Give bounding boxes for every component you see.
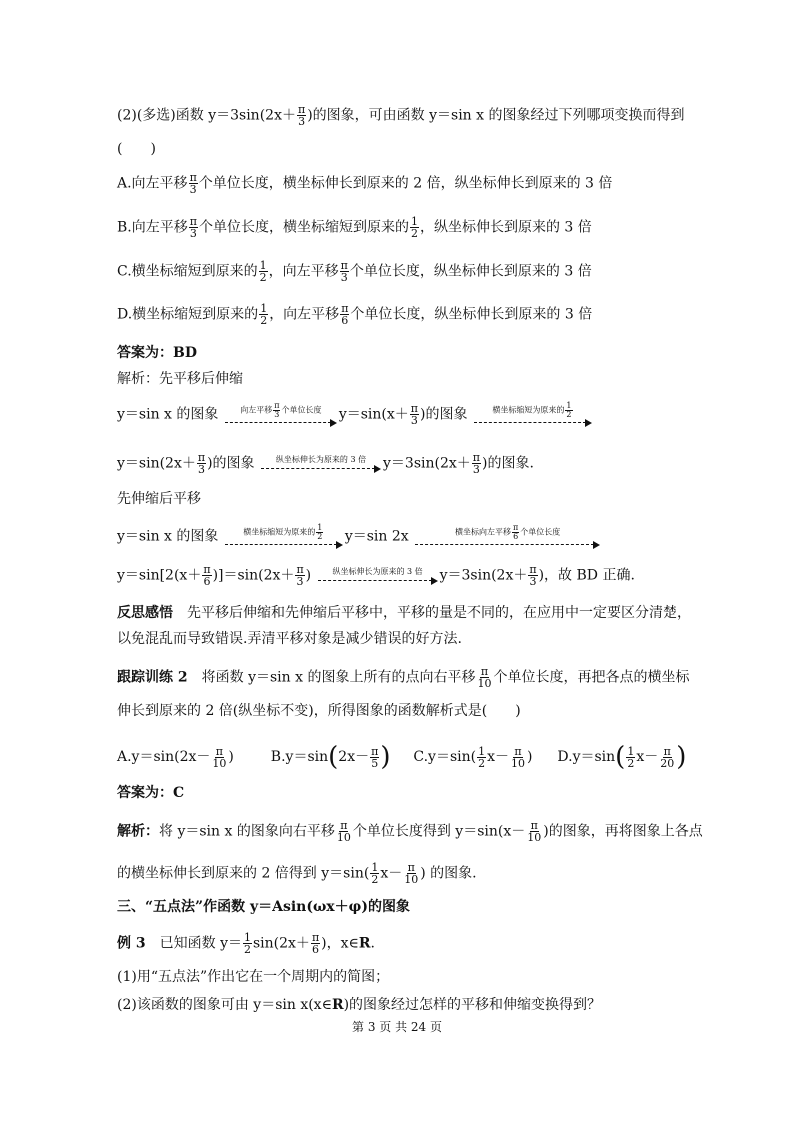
analysis-1-label: 解析：先平移后伸缩 [117,371,243,387]
arrow-shift-2: 横坐标向左平移 $\frac{\pi}{6}$ 个单位长度 [415,524,600,549]
transform-chain-1b: y＝sin(2x＋ $\frac{\pi}{3}$ )的图象 纵坐标伸长为原来的 3 倍 y＝3sin(2x＋ $\frac{\pi}{3}$ )的图象. [117,451,534,476]
answer-2: 答案为：C [117,785,185,801]
practice-2-options: A.y＝sin(2x－ $\frac{\pi}{10}$ ) B.y＝sin(2x－ $\frac{\pi}{5}$ ) C.y＝sin( $\frac{1}{2}$ x－ $\frac{\pi}{10}$ ) D.y＝sin( $\frac{1}{2}$ x－ $\frac{\pi}{20}$ ) [117,742,687,772]
arrow-stretch: 纵坐标伸长为原来的 3 倍 [261,455,381,473]
arrow-stretch-2: 纵坐标伸长为原来的 3 倍 [318,567,438,585]
page-footer: 第 3 页 共 24 页 [352,1020,442,1034]
option-d: D.横坐标缩短到原来的 $\frac{1}{2}$ ，向左平移 $\frac{\pi}{6}$ 个单位长度，纵坐标伸长到原来的 3 倍 [117,302,593,327]
example-3-q1: (1)用“五点法”作出它在一个周期内的简图； [117,969,390,985]
section-heading: 三、“五点法”作函数 y＝Asin(ωx＋φ)的图象 [117,899,410,915]
transform-chain-1: y＝sin x 的图象 向左平移 $\frac{\pi}{3}$ 个单位长度 y＝sin(x＋ $\frac{\pi}{3}$ )的图象 横坐标缩短为原来的 $\frac{1}{2}$ [117,402,594,427]
analysis-2-cont: 的横坐标伸长到原来的 2 倍得到 y＝sin( $\frac{1}{2}$ x－ $\frac{\pi}{10}$ ) 的图象. [117,861,477,886]
arrow-shift: 向左平移 $\frac{\pi}{3}$ 个单位长度 [225,402,337,427]
option-a: A.向左平移 $\frac{\pi}{3}$ 个单位长度，横坐标伸长到原来的 2 倍，纵坐标伸长到原来的 3 倍 [117,171,613,196]
answer-1: 答案为：BD [117,345,197,361]
answer-parentheses: ( ) [117,141,156,157]
reflection-paragraph-2: 以免混乱而导致错误.弄清平移对象是减少错误的好方法. [117,631,462,647]
option-b: B.向左平移 $\frac{\pi}{3}$ 个单位长度，横坐标缩短到原来的 $\frac{1}{2}$ ，纵坐标伸长到原来的 3 倍 [117,215,592,240]
transform-chain-2: y＝sin x 的图象 横坐标缩短为原来的 $\frac{1}{2}$ y＝sin 2x 横坐标向左平移 $\frac{\pi}{6}$ 个单位长度 [117,524,602,549]
option-c: C.横坐标缩短到原来的 $\frac{1}{2}$ ，向左平移 $\frac{\pi}{3}$ 个单位长度，纵坐标伸长到原来的 3 倍 [117,259,592,284]
arrow-compress-2: 横坐标缩短为原来的 $\frac{1}{2}$ [225,524,343,549]
reflection-paragraph: 反思感悟 先平移后伸缩和先伸缩后平移中，平移的量是不同的，在应用中一定要区分清楚， [117,605,691,621]
transform-chain-2b: y＝sin[2(x＋ $\frac{\pi}{6}$ )]＝sin(2x＋ $\frac{\pi}{3}$ ) 纵坐标伸长为原来的 3 倍 y＝3sin(2x＋ $\frac{\pi}{3}$ )，故 BD 正确. [117,563,635,588]
example-3-stem: 例 3 已知函数 y＝ $\frac{1}{2}$ sin(2x＋ $\frac{\pi}{6}$ )，x∈R. [117,931,375,956]
fraction-pi-3: $\frac{\pi}{3}$ [297,103,306,128]
question-2-stem: (2)(多选)函数 y＝3sin(2x＋ $\frac{\pi}{3}$ )的图象，可由函数 y＝sin x 的图象经过下列哪项变换而得到 [117,103,685,128]
analysis-1-label-2: 先伸缩后平移 [117,491,201,507]
practice-2-stem-2: 伸长到原来的 2 倍(纵坐标不变)，所得图象的函数解析式是( ) [117,703,521,719]
analysis-2: 解析：将 y＝sin x 的图象向右平移 $\frac{\pi}{10}$ 个单位长度得到 y＝sin(x－ $\frac{\pi}{10}$ )的图象，再将图象上各点 [117,819,703,844]
example-3-q2: (2)该函数的图象可由 y＝sin x(x∈R)的图象经过怎样的平移和伸缩变换得到？ [117,997,602,1013]
practice-2-stem: 跟踪训练 2 将函数 y＝sin x 的图象上所有的点向右平移 $\frac{\pi}{10}$ 个单位长度，再把各点的横坐标 [117,665,690,690]
arrow-compress: 横坐标缩短为原来的 $\frac{1}{2}$ [474,402,592,427]
